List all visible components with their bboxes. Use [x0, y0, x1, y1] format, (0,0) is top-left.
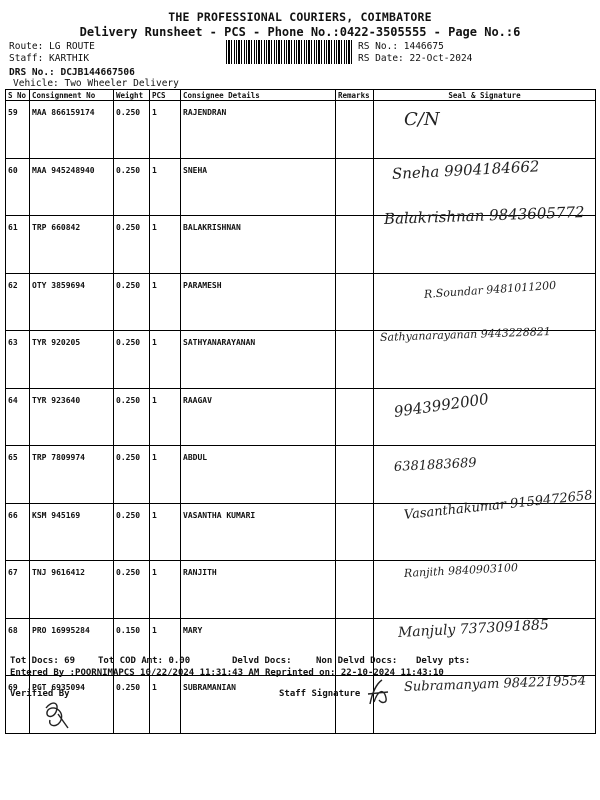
row-sno: 69 — [6, 676, 30, 734]
rs-number: RS No.: 1446675 — [358, 41, 444, 52]
row-seal-signature — [374, 273, 596, 331]
row-seal-signature — [374, 203, 596, 274]
runsheet-table — [5, 89, 596, 734]
row-weight: 0.250 — [114, 216, 150, 274]
runsheet-subtitle: Delivery Runsheet - PCS - Phone No.:0422-3505555 - Page No.:6 — [79, 25, 521, 39]
handwritten-signature: Sathyanarayanan 9443228821 — [379, 325, 551, 344]
row-consignment-no: MAA 945248940 — [30, 158, 114, 216]
row-consignment-no: TRP 7809974 — [30, 446, 114, 504]
row-sno: 63 — [6, 331, 30, 389]
handwritten-signature: Balakrishnan 9843605772 — [383, 203, 585, 228]
row-consignee-name: SATHYANARAYANAN — [181, 331, 336, 389]
col-consignment: Consignment No — [30, 90, 114, 101]
row-consignment-no: OTY 3859694 — [30, 273, 114, 331]
handwritten-signature: Manjuly 7373091885 — [397, 616, 550, 641]
row-seal-signature — [374, 673, 596, 734]
barcode — [226, 40, 354, 64]
row-pcs: 1 — [150, 446, 181, 504]
reprinted-on: Reprinted on: 22-10-2024 11:43:10 — [265, 668, 444, 678]
row-consignee-name: PARAMESH — [181, 273, 336, 331]
row-consignee-name: SNEHA — [181, 158, 336, 216]
row-pcs: 1 — [150, 158, 181, 216]
row-sno: 67 — [6, 561, 30, 619]
row-weight: 0.250 — [114, 101, 150, 159]
row-weight: 0.250 — [114, 388, 150, 446]
row-sno: 59 — [6, 101, 30, 159]
row-pcs: 1 — [150, 503, 181, 561]
row-sno: 62 — [6, 273, 30, 331]
row-consignment-no: KSM 945169 — [30, 503, 114, 561]
col-pcs: PCS — [150, 90, 181, 101]
row-consignee-name: BALAKRISHNAN — [181, 216, 336, 274]
row-seal-signature — [374, 325, 596, 389]
col-remarks: Remarks — [336, 90, 374, 101]
row-consignee-name: RAAGAV — [181, 388, 336, 446]
total-docs: Tot Docs: 69 — [10, 656, 76, 666]
table-row — [6, 561, 596, 619]
row-consignment-no: PRO 16995284 — [30, 618, 114, 676]
staff-label: Staff: KARTHIK — [9, 53, 90, 64]
table-row — [6, 101, 596, 159]
row-remarks — [336, 216, 374, 274]
row-consignee-name: ABDUL — [181, 446, 336, 504]
handwritten-signature: Ranjith 9840903100 — [403, 561, 519, 580]
row-sno: 68 — [6, 618, 30, 676]
row-weight: 0.250 — [114, 331, 150, 389]
row-pcs: 1 — [150, 618, 181, 676]
row-sno: 65 — [6, 446, 30, 504]
row-weight: 0.250 — [114, 446, 150, 504]
row-consignee-name: SUBRAMANIAN — [181, 676, 336, 734]
entered-by: Entered By :POORNIMAPCS 10/22/2024 11:31:43 AM — [10, 668, 260, 678]
handwritten-signature: Vasanthakumar 9159472658 — [403, 487, 594, 523]
row-consignee-name: VASANTHA KUMARI — [181, 503, 336, 561]
row-pcs: 1 — [150, 561, 181, 619]
row-weight: 0.250 — [114, 503, 150, 561]
row-weight: 0.250 — [114, 676, 150, 734]
row-consignment-no: TYR 923640 — [30, 388, 114, 446]
delivered-docs: Delvd Docs: — [232, 656, 292, 666]
row-remarks — [336, 101, 374, 159]
rs-date: RS Date: 22-Oct-2024 — [358, 53, 473, 64]
table-row — [6, 676, 596, 734]
row-consignee-name: RAJENDRAN — [181, 101, 336, 159]
row-pcs: 1 — [150, 331, 181, 389]
row-weight: 0.250 — [114, 273, 150, 331]
row-weight: 0.150 — [114, 618, 150, 676]
row-seal-signature — [374, 487, 596, 561]
handwritten-signature: C/N — [404, 109, 440, 130]
row-remarks — [336, 273, 374, 331]
row-pcs: 1 — [150, 101, 181, 159]
verified-by-label: Verified By — [10, 689, 70, 699]
handwritten-signature: 6381883689 — [393, 455, 477, 475]
row-sno: 61 — [6, 216, 30, 274]
row-remarks — [336, 618, 374, 676]
drs-number: DRS No.: DCJB144667506 — [9, 67, 135, 78]
row-remarks — [336, 446, 374, 504]
staff-signature-label: Staff Signature — [279, 689, 361, 699]
table-row — [6, 618, 596, 676]
handwritten-signature: 9943992000 — [392, 389, 490, 421]
table-row — [6, 503, 596, 561]
row-pcs: 1 — [150, 388, 181, 446]
row-remarks — [336, 561, 374, 619]
row-remarks — [336, 331, 374, 389]
vehicle-label: Vehicle: Two Wheeler Delivery — [13, 78, 179, 89]
col-seal-signature: Seal & Signature — [374, 90, 596, 101]
route-label: Route: LG ROUTE — [9, 41, 95, 52]
row-consignment-no: TNJ 9616412 — [30, 561, 114, 619]
row-consignment-no: MAA 866159174 — [30, 101, 114, 159]
row-remarks — [336, 503, 374, 561]
row-seal-signature — [374, 618, 596, 676]
row-seal-signature — [374, 388, 596, 446]
staff-signature-scribble — [364, 676, 394, 710]
table-header-row — [6, 90, 596, 101]
table-row — [6, 446, 596, 504]
total-cod-amount: Tot COD Amt: 0.00 — [98, 656, 191, 666]
col-consignee: Consignee Details — [181, 90, 336, 101]
row-consignment-no: TYR 920205 — [30, 331, 114, 389]
table-row — [6, 388, 596, 446]
row-sno: 64 — [6, 388, 30, 446]
table-row — [6, 273, 596, 331]
row-remarks — [336, 158, 374, 216]
non-delivered-docs: Non Delvd Docs: — [316, 656, 398, 666]
row-consignee-name: RANJITH — [181, 561, 336, 619]
row-remarks — [336, 388, 374, 446]
row-sno: 66 — [6, 503, 30, 561]
verifier-signature-scribble — [38, 698, 74, 732]
table-row — [6, 216, 596, 274]
row-seal-signature — [374, 561, 596, 619]
row-pcs: 1 — [150, 676, 181, 734]
handwritten-signature: R.Soundar 9481011200 — [423, 278, 557, 301]
col-sno: S No — [6, 90, 30, 101]
row-weight: 0.250 — [114, 158, 150, 216]
col-weight: Weight — [114, 90, 150, 101]
row-consignee-name: MARY — [181, 618, 336, 676]
table-row — [6, 331, 596, 389]
row-sno: 60 — [6, 158, 30, 216]
row-consignment-no: PGT 6935094 — [30, 676, 114, 734]
row-pcs: 1 — [150, 273, 181, 331]
company-title: THE PROFESSIONAL COURIERS, COIMBATORE — [168, 10, 432, 24]
row-consignment-no: TRP 660842 — [30, 216, 114, 274]
row-weight: 0.250 — [114, 561, 150, 619]
handwritten-signature: Sneha 9904184662 — [391, 156, 540, 183]
row-seal-signature — [374, 101, 596, 159]
handwritten-signature: Subramanyam 9842219554 — [403, 673, 587, 695]
delivery-points: Delvy pts: — [416, 656, 471, 666]
row-pcs: 1 — [150, 216, 181, 274]
